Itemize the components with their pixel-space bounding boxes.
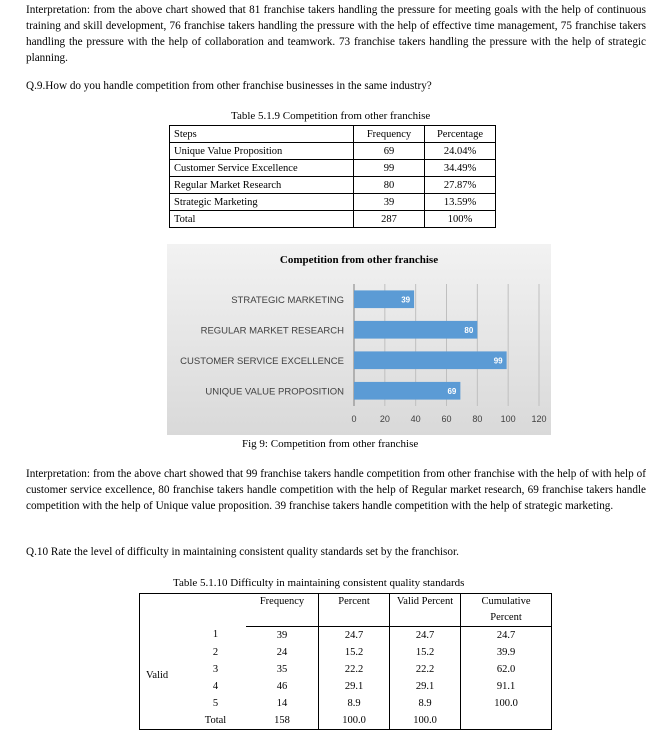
step-cell: Regular Market Research (170, 177, 354, 194)
x-tick-label: 80 (472, 414, 483, 424)
valid-percent-cell: 8.9 (390, 695, 461, 712)
x-tick-label: 100 (500, 414, 516, 424)
bar (354, 382, 460, 400)
header-percentage: Percentage (425, 126, 496, 143)
percentage-cell: 24.04% (425, 143, 496, 160)
percentage-cell: 100% (425, 211, 496, 228)
percent-cell: 22.2 (319, 661, 390, 678)
percent-cell: 24.7 (319, 627, 390, 645)
frequency-cell: 14 (246, 695, 319, 712)
frequency-cell: 35 (246, 661, 319, 678)
table-row (140, 627, 552, 645)
table-row (140, 678, 552, 695)
data-label: 80 (464, 325, 474, 335)
category-label: CUSTOMER SERVICE EXCELLENCE (180, 355, 344, 367)
table-row (170, 160, 496, 177)
step-cell: Total (170, 211, 354, 228)
chart-title: Competition from other franchise (279, 254, 439, 266)
header-valid-percent: Valid Percent (390, 594, 461, 627)
frequency-cell: 39 (354, 194, 425, 211)
percent-cell: 29.1 (319, 678, 390, 695)
percentage-cell: 34.49% (425, 160, 496, 177)
table-row (140, 661, 552, 678)
header-blank (140, 594, 247, 627)
table-header-row (170, 126, 496, 143)
percent-cell: 8.9 (319, 695, 390, 712)
bar (354, 321, 477, 339)
valid-percent-cell: 29.1 (390, 678, 461, 695)
competition-chart (167, 244, 551, 435)
cumulative-percent-cell: 39.9 (461, 644, 552, 661)
header-steps: Steps (170, 126, 354, 143)
cumulative-percent-cell: 100.0 (461, 695, 552, 712)
frequency-cell: 24 (246, 644, 319, 661)
interpretation-paragraph: Interpretation: from the above chart showed that 99 franchise takers handle competition from other franchise with the help of with help of customer service excellence, 80 franchise takers handle competition with the help of Regular market research, 69 franchise takers handle competition with the help of Unique value proposition. 39 franchise takers handle competition with the help of strategic marketing. (26, 468, 646, 512)
difficulty-table (139, 593, 552, 730)
question-10: Q.10 Rate the level of difficulty in maintaining consistent quality standards set by the franchisor. (26, 546, 459, 558)
data-label: 69 (447, 386, 457, 396)
table-row (140, 695, 552, 712)
valid-group-label: Valid (146, 670, 169, 681)
cumulative-percent-cell (461, 712, 552, 730)
percentage-cell: 27.87% (425, 177, 496, 194)
table-9-caption: Table 5.1.9 Competition from other franchise (231, 110, 431, 122)
category-label: UNIQUE VALUE PROPOSITION (205, 386, 344, 398)
rating-cell: 5 (212, 697, 219, 709)
frequency-cell: 287 (354, 211, 425, 228)
valid-percent-cell: 15.2 (390, 644, 461, 661)
percentage-cell: 13.59% (425, 194, 496, 211)
step-cell: Unique Value Proposition (170, 143, 354, 160)
category-label: STRATEGIC MARKETING (231, 294, 344, 306)
percent-cell: 15.2 (319, 644, 390, 661)
cumulative-percent-cell: 24.7 (461, 627, 552, 645)
cumulative-percent-cell: 62.0 (461, 661, 552, 678)
cumulative-percent-cell: 91.1 (461, 678, 552, 695)
table-10-caption: Table 5.1.10 Difficulty in maintaining consistent quality standards (173, 577, 465, 589)
table-row (170, 194, 496, 211)
header-frequency: Frequency (246, 594, 319, 627)
x-tick-label: 40 (410, 414, 421, 424)
x-tick-label: 20 (379, 414, 390, 424)
header-percent: Percent (319, 594, 390, 627)
table-total-row (140, 712, 552, 730)
rating-cell: Total (204, 714, 227, 726)
table-row (170, 143, 496, 160)
frequency-cell: 80 (354, 177, 425, 194)
header-frequency: Frequency (354, 126, 425, 143)
rating-cell: 2 (212, 646, 219, 658)
competition-table (169, 125, 496, 228)
question-9: Q.9.How do you handle competition from other franchise businesses in the same industry? (26, 80, 432, 92)
chart-plot (167, 244, 551, 435)
frequency-cell: 69 (354, 143, 425, 160)
rating-cell: 1 (212, 629, 219, 641)
frequency-cell: 46 (246, 678, 319, 695)
frequency-cell: 39 (246, 627, 319, 645)
x-tick-label: 120 (531, 414, 547, 424)
step-cell: Customer Service Excellence (170, 160, 354, 177)
table-row (140, 644, 552, 661)
table-row (170, 177, 496, 194)
table-total-row (170, 211, 496, 228)
percent-cell: 100.0 (319, 712, 390, 730)
data-label: 39 (401, 295, 411, 305)
rating-cell: 3 (212, 663, 219, 675)
valid-percent-cell: 100.0 (390, 712, 461, 730)
x-tick-label: 60 (441, 414, 452, 424)
table-header-row (140, 594, 552, 627)
header-cumulative-percent: Cumulative Percent (461, 594, 552, 627)
frequency-cell: 99 (354, 160, 425, 177)
step-cell: Strategic Marketing (170, 194, 354, 211)
category-label: REGULAR MARKET RESEARCH (200, 325, 344, 337)
valid-percent-cell: 24.7 (390, 627, 461, 645)
x-tick-label: 0 (351, 414, 357, 424)
figure-caption: Fig 9: Competition from other franchise (242, 438, 419, 450)
rating-cell: 4 (212, 680, 219, 692)
bar (354, 351, 507, 369)
data-label: 99 (493, 356, 503, 366)
frequency-cell: 158 (246, 712, 319, 730)
intro-paragraph: Interpretation: from the above chart showed that 81 franchise takers handling the pressure for meeting goals with the help of continuous training and skill development, 76 franchise takers handling the pressure with the help of effective time management, 75 franchise takers handling the pressure with the help of collaboration and teamwork. 73 franchise takers handling the pressure with the help of strategic planning. (26, 4, 646, 64)
valid-percent-cell: 22.2 (390, 661, 461, 678)
